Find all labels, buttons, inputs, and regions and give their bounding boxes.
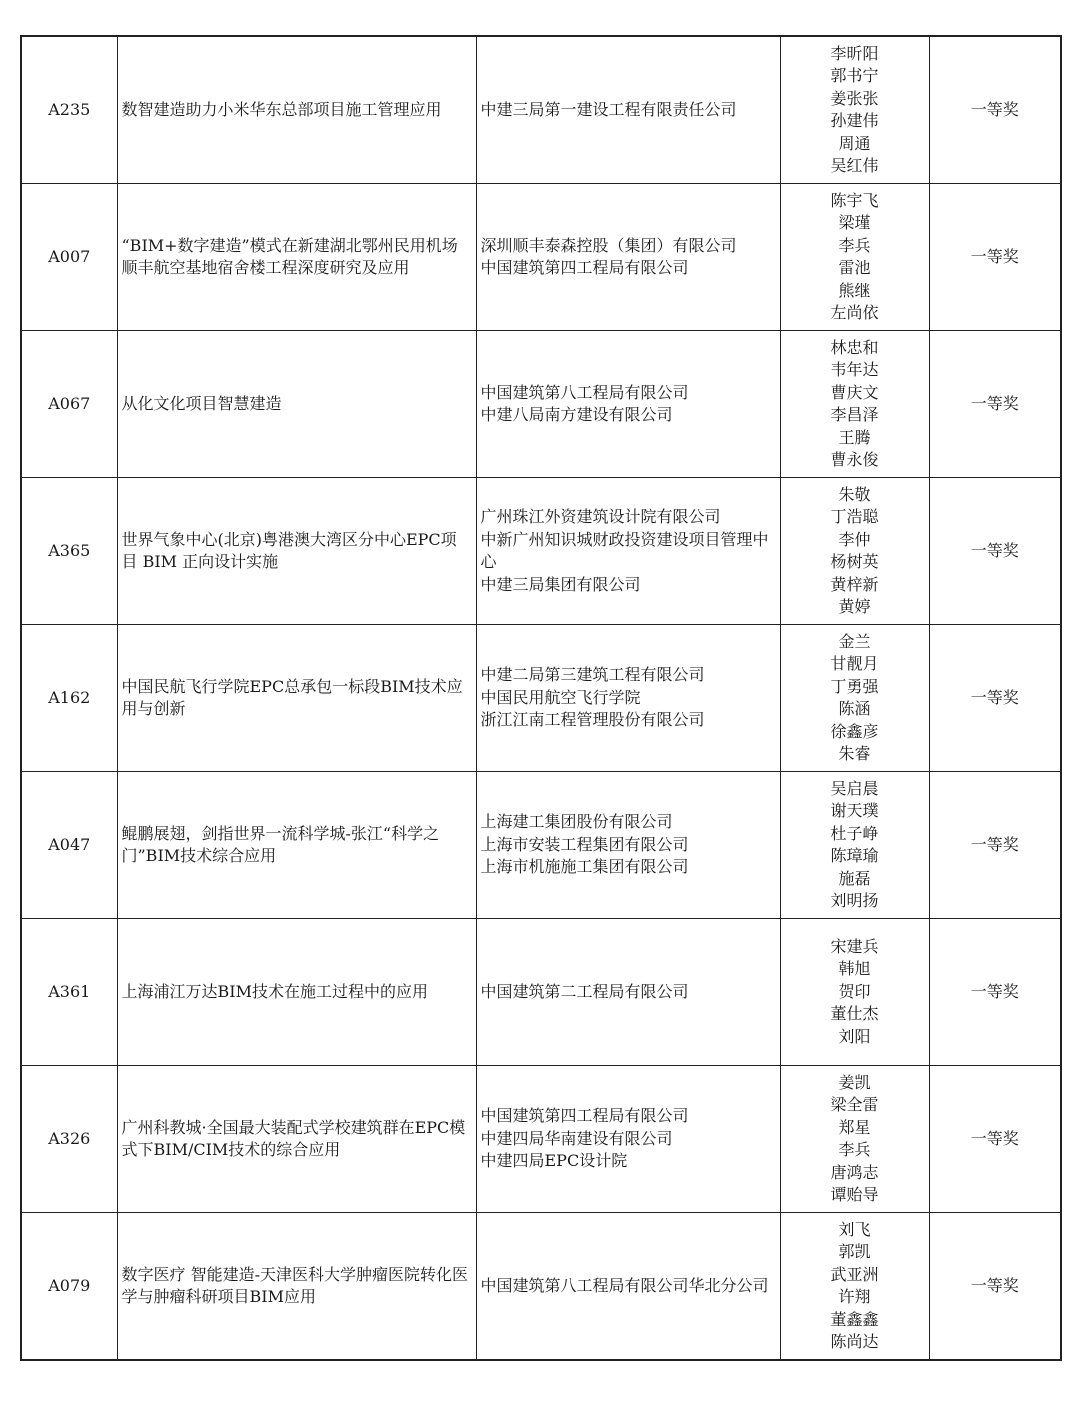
table-row <box>21 1066 1061 1213</box>
organization: 广州珠江外资建筑设计院有限公司 <box>480 507 721 526</box>
team-members <box>780 625 929 772</box>
member-name: 贺印 <box>838 981 871 1001</box>
member-name: 曹永俊 <box>830 450 879 469</box>
organization: 中国民用航空飞行学院 <box>480 687 641 707</box>
member-name: 姜张张 <box>830 88 879 108</box>
project-title: 世界气象中心(北京)粤港澳大湾区分中心EPC项目 BIM 正向设计实施 <box>117 478 476 625</box>
member-name: 董鑫鑫 <box>830 1309 879 1329</box>
member-name: 熊继 <box>838 280 871 300</box>
member-name: 陈宇飞 <box>830 190 879 210</box>
member-name: 丁勇强 <box>830 676 879 696</box>
organization: 上海市机施施工集团有限公司 <box>480 857 689 877</box>
organization: 中新广州知识城财政投资建设项目管理中心 <box>480 529 769 571</box>
member-name: 甘靓月 <box>830 654 879 673</box>
member-name: 郑星 <box>838 1117 871 1137</box>
member-name: 朱睿 <box>838 744 871 763</box>
organization: 中建二局第三建筑工程有限公司 <box>480 665 705 685</box>
member-name: 徐鑫彦 <box>830 721 879 741</box>
organization: 上海市安装工程集团有限公司 <box>480 834 689 854</box>
member-name: 李兵 <box>838 1140 871 1159</box>
project-code: A067 <box>21 331 117 478</box>
award-level: 一等奖 <box>929 919 1061 1066</box>
member-name: 郭书宁 <box>830 66 879 85</box>
member-name: 梁瑾 <box>838 213 871 232</box>
table-row <box>21 331 1061 478</box>
award-level: 一等奖 <box>929 625 1061 772</box>
organizations <box>476 919 780 1066</box>
project-title: 上海浦江万达BIM技术在施工过程中的应用 <box>117 919 476 1066</box>
project-title: 数字医疗 智能建造-天津医科大学肿瘤医院转化医学与肿瘤科研项目BIM应用 <box>117 1213 476 1361</box>
member-name: 黄梓新 <box>830 574 879 594</box>
member-name: 陈涵 <box>838 699 871 718</box>
project-title: 广州科教城·全国最大装配式学校建筑群在EPC模式下BIM/CIM技术的综合应用 <box>117 1066 476 1213</box>
organizations <box>476 478 780 625</box>
member-name: 姜凯 <box>838 1072 871 1092</box>
member-name: 武亚洲 <box>830 1264 879 1284</box>
member-name: 李昕阳 <box>830 43 879 63</box>
member-name: 丁浩聪 <box>830 507 879 526</box>
member-name: 谢天璞 <box>830 801 879 820</box>
award-level: 一等奖 <box>929 331 1061 478</box>
organization: 上海建工集团股份有限公司 <box>480 812 673 832</box>
member-name: 唐鸿志 <box>830 1162 879 1182</box>
member-name: 宋建兵 <box>830 936 879 956</box>
member-name: 董仕杰 <box>830 1004 879 1024</box>
award-level: 一等奖 <box>929 1213 1061 1361</box>
table-row <box>21 772 1061 919</box>
project-title: 数智建造助力小米华东总部项目施工管理应用 <box>117 36 476 184</box>
organization: 中国建筑第四工程局有限公司 <box>480 258 689 277</box>
member-name: 刘明扬 <box>830 891 879 910</box>
project-title: 中国民航飞行学院EPC总承包一标段BIM技术应用与创新 <box>117 625 476 772</box>
organization: 中建四局EPC设计院 <box>480 1151 628 1171</box>
member-name: 雷池 <box>838 258 871 277</box>
project-code: A007 <box>21 184 117 331</box>
organization: 中国建筑第八工程局有限公司华北分公司 <box>480 1275 769 1295</box>
member-name: 李昌泽 <box>830 405 879 424</box>
member-name: 朱敬 <box>838 484 871 504</box>
awards-table <box>20 35 1062 1361</box>
member-name: 陈璋瑜 <box>830 846 879 865</box>
table-row <box>21 184 1061 331</box>
organization: 中国建筑第八工程局有限公司 <box>480 382 689 402</box>
award-level: 一等奖 <box>929 36 1061 184</box>
organization: 中国建筑第四工程局有限公司 <box>480 1106 689 1126</box>
team-members <box>780 919 929 1066</box>
organization: 中建四局华南建设有限公司 <box>480 1128 673 1148</box>
member-name: 梁全雷 <box>830 1095 879 1114</box>
project-title: 鲲鹏展翅，剑指世界一流科学城-张江“科学之门”BIM技术综合应用 <box>117 772 476 919</box>
member-name: 吴启晨 <box>830 778 879 798</box>
organizations <box>476 772 780 919</box>
member-name: 周通 <box>838 133 871 153</box>
organizations <box>476 184 780 331</box>
table-row <box>21 919 1061 1066</box>
organization: 中建八局南方建设有限公司 <box>480 405 673 424</box>
team-members <box>780 772 929 919</box>
team-members <box>780 184 929 331</box>
project-code: A079 <box>21 1213 117 1361</box>
project-title: 从化文化项目智慧建造 <box>117 331 476 478</box>
project-code: A365 <box>21 478 117 625</box>
member-name: 韦年达 <box>830 360 879 379</box>
organizations <box>476 1066 780 1213</box>
member-name: 刘飞 <box>838 1219 871 1239</box>
member-name: 韩旭 <box>838 959 871 979</box>
team-members <box>780 478 929 625</box>
member-name: 谭贻导 <box>830 1185 879 1204</box>
project-code: A361 <box>21 919 117 1066</box>
member-name: 郭凯 <box>838 1242 871 1261</box>
member-name: 吴红伟 <box>830 156 879 175</box>
organizations <box>476 1213 780 1361</box>
table-row <box>21 1213 1061 1361</box>
team-members <box>780 36 929 184</box>
member-name: 黄婷 <box>838 597 871 616</box>
award-level: 一等奖 <box>929 1066 1061 1213</box>
award-level: 一等奖 <box>929 184 1061 331</box>
project-title: “BIM+数字建造”模式在新建湖北鄂州民用机场顺丰航空基地宿舍楼工程深度研究及应用 <box>117 184 476 331</box>
member-name: 左尚依 <box>830 303 879 322</box>
organization: 深圳顺丰泰森控股（集团）有限公司 <box>480 235 737 255</box>
organizations <box>476 36 780 184</box>
organization: 浙江江南工程管理股份有限公司 <box>480 710 705 730</box>
project-code: A162 <box>21 625 117 772</box>
organization: 中建三局第一建设工程有限责任公司 <box>480 99 737 119</box>
member-name: 刘阳 <box>838 1026 871 1046</box>
awards-table-body <box>21 36 1061 1360</box>
member-name: 杨树英 <box>830 552 879 571</box>
member-name: 孙建伟 <box>830 111 879 130</box>
table-row <box>21 36 1061 184</box>
award-level: 一等奖 <box>929 772 1061 919</box>
table-row <box>21 625 1061 772</box>
organization: 中建三局集团有限公司 <box>480 574 641 594</box>
team-members <box>780 331 929 478</box>
award-level: 一等奖 <box>929 478 1061 625</box>
member-name: 林忠和 <box>830 337 879 357</box>
member-name: 施磊 <box>838 868 871 888</box>
organization: 中国建筑第二工程局有限公司 <box>480 981 689 1001</box>
organizations <box>476 331 780 478</box>
member-name: 许翔 <box>838 1287 871 1306</box>
member-name: 李仲 <box>838 529 871 549</box>
member-name: 曹庆文 <box>830 382 879 402</box>
team-members <box>780 1066 929 1213</box>
team-members <box>780 1213 929 1361</box>
member-name: 杜子峥 <box>830 823 879 843</box>
project-code: A235 <box>21 36 117 184</box>
member-name: 金兰 <box>838 631 871 651</box>
organizations <box>476 625 780 772</box>
project-code: A326 <box>21 1066 117 1213</box>
project-code: A047 <box>21 772 117 919</box>
member-name: 陈尚达 <box>830 1332 879 1351</box>
member-name: 李兵 <box>838 235 871 255</box>
member-name: 王腾 <box>838 427 871 447</box>
table-row <box>21 478 1061 625</box>
